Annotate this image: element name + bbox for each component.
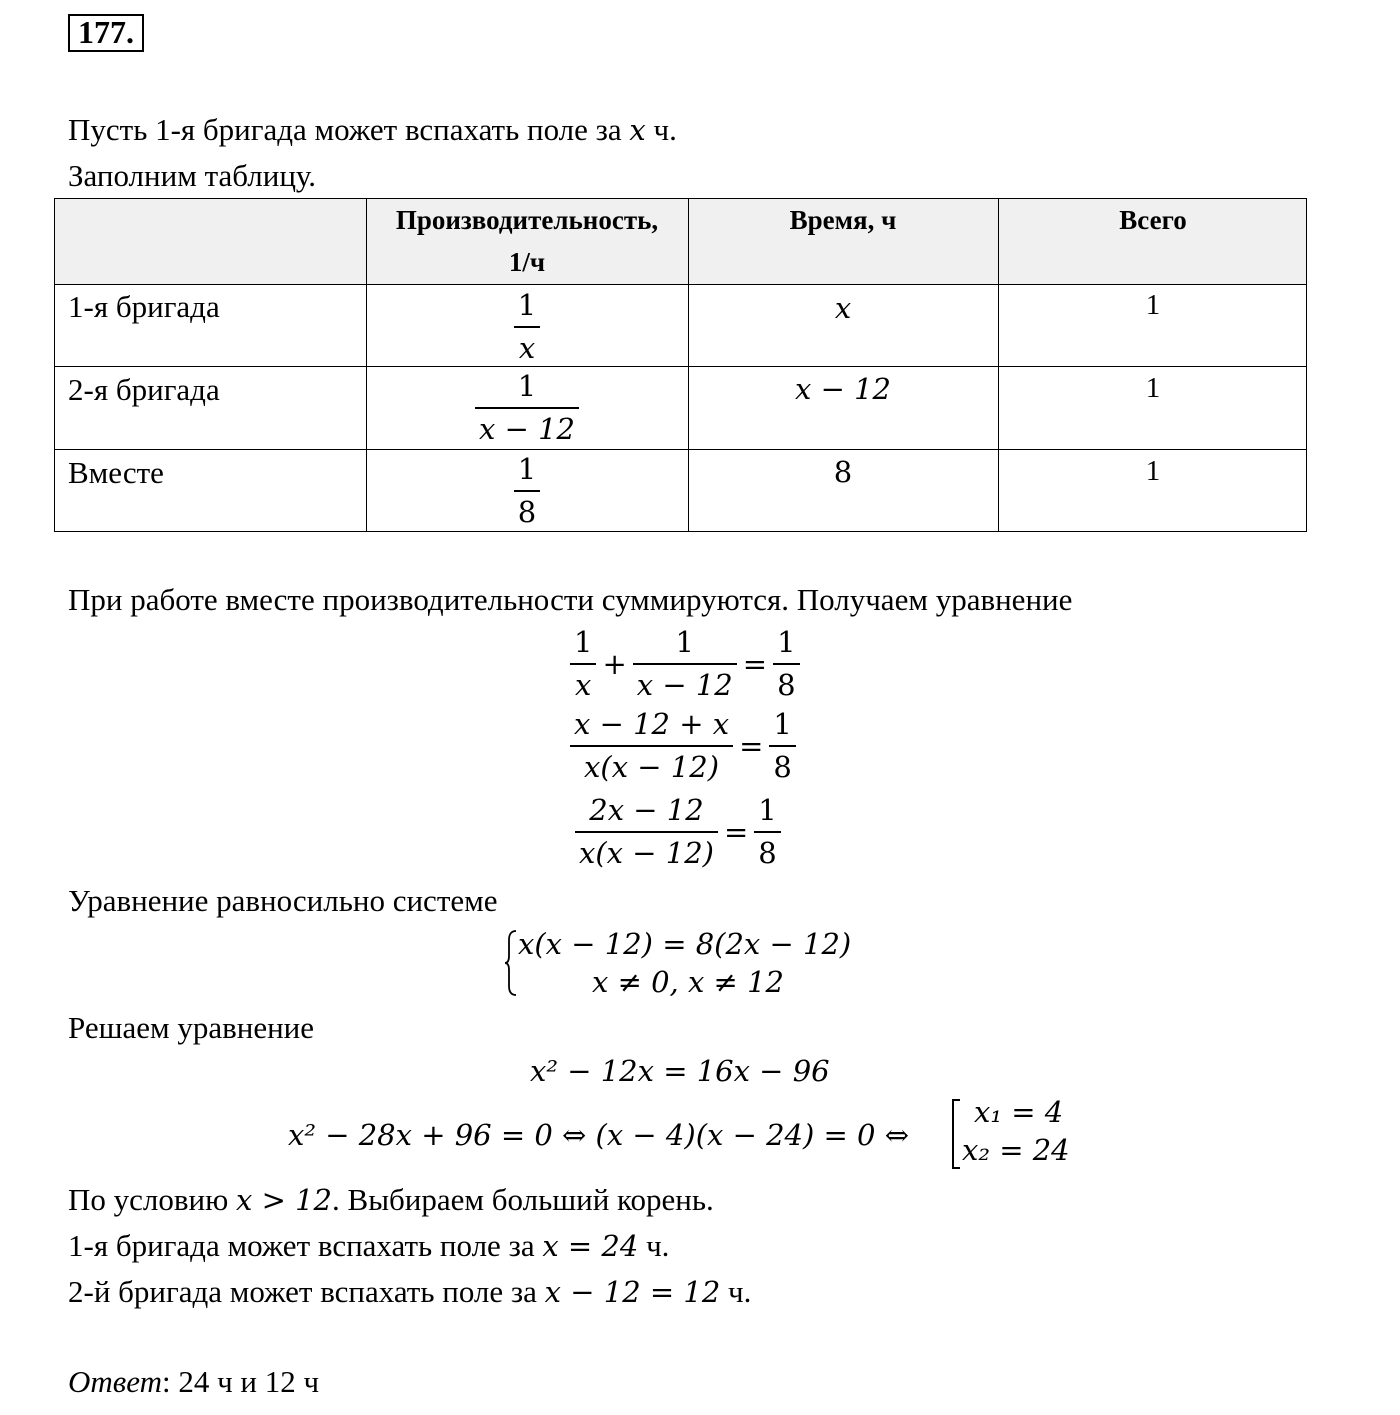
eq1-r-num: 1 <box>777 625 796 659</box>
row1-time: x <box>834 291 852 325</box>
eq1-a-num: 1 <box>574 625 593 659</box>
eq1-a-den: x <box>575 668 592 703</box>
row1-prod-num: 1 <box>517 288 537 322</box>
eq2-num: x − 12 + x <box>574 707 730 741</box>
bracket-icon <box>950 1098 962 1170</box>
row2-total: 1 <box>1145 372 1161 404</box>
sum-text: При работе вместе производительности суммируются. Получаем уравнение <box>68 582 1073 617</box>
row1-productivity <box>366 289 688 366</box>
system-block <box>504 928 864 998</box>
eq1-b-num: 1 <box>675 625 694 659</box>
intro-unit: ч. <box>653 112 677 147</box>
row3-label: Вместе <box>68 455 164 490</box>
eq1-plus: + <box>602 646 627 681</box>
intro-text: Пусть 1-я бригада может вспахать поле за <box>68 112 622 147</box>
row-divider <box>55 366 1306 367</box>
row2-label: 2-я бригада <box>68 372 220 407</box>
condition-tail: . Выбираем больший корень. <box>332 1182 714 1217</box>
header-total: Всего <box>1119 205 1187 235</box>
row1-label: 1-я бригада <box>68 289 220 324</box>
roots-block <box>950 1095 1090 1170</box>
row-divider <box>55 284 1306 285</box>
system-line-1: x(x − 12) = 8(2x − 12) <box>518 927 852 961</box>
answer-line <box>68 1366 319 1397</box>
row3-time: 8 <box>833 455 853 489</box>
result-1-text: 1-я бригада может вспахать поле за <box>68 1228 535 1263</box>
result-1-math: x = 24 <box>542 1229 639 1263</box>
eq2-r-den: 8 <box>773 750 792 785</box>
eq3-den: x(x − 12) <box>579 836 714 871</box>
eq1-b-den: x − 12 <box>636 668 733 703</box>
result-2-math: x − 12 = 12 <box>544 1275 721 1309</box>
data-table <box>54 198 1307 532</box>
eq2-den: x(x − 12) <box>584 750 720 785</box>
brace-icon <box>504 928 518 998</box>
answer-label: Ответ <box>68 1364 162 1399</box>
equation-1 <box>570 626 800 703</box>
row3-productivity <box>366 453 688 530</box>
header-productivity <box>366 199 688 283</box>
row1-total: 1 <box>1145 289 1161 321</box>
condition-line <box>68 1184 714 1215</box>
result-line-1 <box>68 1230 669 1261</box>
result-1-unit: ч. <box>646 1228 670 1263</box>
root-1: x₁ = 4 <box>974 1095 1064 1129</box>
answer-value: : 24 ч и 12 ч <box>161 1364 320 1399</box>
row3-prod-num: 1 <box>517 452 537 486</box>
eq3-num: 2x − 12 <box>589 793 704 827</box>
solve-line-2: x² − 28x + 96 = 0 ⇔ (x − 4)(x − 24) = 0 ⇔ <box>288 1118 910 1152</box>
fill-table-text: Заполним таблицу. <box>68 158 317 193</box>
eq2-r-num: 1 <box>773 707 792 741</box>
system-text: Уравнение равносильно системе <box>68 883 498 918</box>
row2-prod-den: x − 12 <box>479 412 575 447</box>
result-2-text: 2-й бригада может вспахать поле за <box>68 1274 537 1309</box>
intro-line <box>68 114 677 145</box>
eq1-equals: = <box>742 646 768 681</box>
row-divider <box>55 449 1306 450</box>
eq1-r-den: 8 <box>777 668 796 703</box>
eq3-r-den: 8 <box>758 836 777 871</box>
row3-prod-den: 8 <box>517 495 537 530</box>
solve-text: Решаем уравнение <box>68 1010 315 1045</box>
eq3-equals: = <box>723 814 749 849</box>
row2-time: x − 12 <box>795 372 891 406</box>
system-line-2: x ≠ 0, x ≠ 12 <box>592 965 784 999</box>
condition-text: По условию <box>68 1182 229 1217</box>
equation-2 <box>570 708 796 785</box>
intro-var: x <box>629 113 646 147</box>
row2-productivity <box>366 370 688 447</box>
result-2-unit: ч. <box>728 1274 752 1309</box>
header-productivity-line2: 1/ч <box>508 247 546 277</box>
row1-prod-den: x <box>518 331 536 366</box>
row2-prod-num: 1 <box>517 369 537 403</box>
row3-total: 1 <box>1145 455 1161 487</box>
problem-number: 177. <box>68 14 144 52</box>
solve-line-1: x² − 12x = 16x − 96 <box>530 1054 830 1088</box>
equation-3 <box>575 794 781 871</box>
condition-math: x > 12 <box>236 1183 333 1217</box>
header-productivity-line1: Производительность, <box>395 205 659 235</box>
eq2-equals: = <box>739 728 764 763</box>
eq3-r-num: 1 <box>758 793 777 827</box>
result-line-2 <box>68 1276 751 1307</box>
header-time: Время, ч <box>789 205 897 235</box>
root-2: x₂ = 24 <box>962 1133 1070 1167</box>
